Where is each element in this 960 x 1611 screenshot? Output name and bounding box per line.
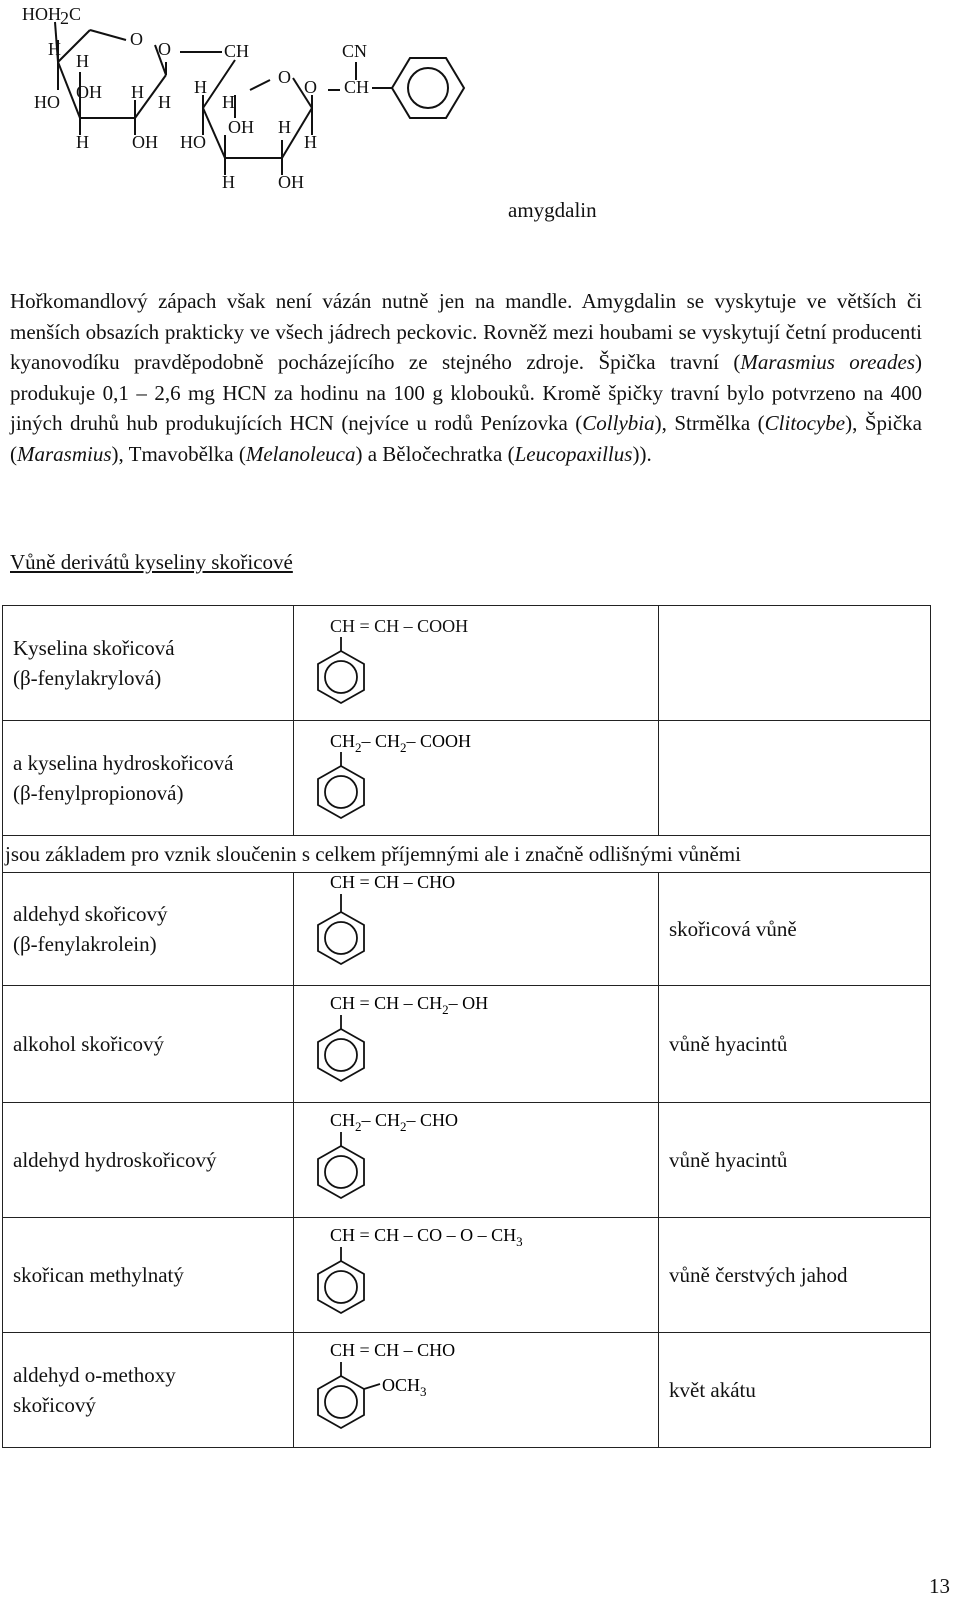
svg-text:CN: CN: [342, 41, 368, 61]
name-line: alkohol skořicový: [13, 1032, 165, 1056]
amygdalin-caption: amygdalin: [508, 198, 597, 222]
benzene-structure: [294, 722, 658, 835]
intro-text: ) a Běločechratka (: [355, 441, 515, 466]
svg-text:CH2– CH2– COOH: $CH_2-$ $CH_2-$ COOH: [330, 730, 472, 755]
structure-cell: [294, 1103, 659, 1218]
svg-text:2: 2: [60, 8, 69, 28]
species-name: Marasmius oreades: [740, 350, 915, 374]
table-row: [3, 836, 931, 873]
svg-text:OH: OH: [228, 117, 254, 137]
structure-cell: [294, 873, 659, 986]
genus-name: Marasmius: [17, 441, 112, 466]
svg-text:O: O: [278, 67, 291, 87]
intro-text: Hořkomandlový zápach však není vázán nutně jen na mandle. Amygdalin se vyskytuje ve větších či menších obsazích prakticky ve všech jádrech peckovic. Rovněž mezi houbami se vyskytují četní producenti kyanovodíku pravděpodobně pocházejícího ze stejného zdroje. Špička travní (: [10, 289, 922, 374]
name-line: skořicový: [13, 1393, 96, 1417]
compound-name: [3, 1103, 294, 1218]
svg-text:O: O: [158, 39, 171, 59]
compound-name: [3, 986, 294, 1103]
svg-text:CH: CH: [344, 77, 370, 97]
name-line: (β-fenylpropionová): [13, 781, 184, 805]
name-line: a kyselina hydroskořicová: [13, 751, 234, 775]
intro-text: ), Strmělka (: [654, 411, 765, 435]
table-row: [3, 1103, 931, 1218]
table-row: [3, 606, 931, 721]
genus-name: Leucopaxillus: [514, 441, 633, 466]
table-row: [3, 873, 931, 986]
genus-name: Clitocybe: [764, 411, 846, 435]
svg-text:CH: CH: [224, 41, 250, 61]
name-line: skořican methylnatý: [13, 1263, 184, 1287]
genus-name: Melanoleuca: [245, 441, 356, 466]
svg-text:H: H: [304, 132, 317, 152]
scent-cell: [659, 721, 931, 836]
svg-text:HO: HO: [34, 92, 60, 112]
compound-name: [3, 606, 294, 721]
name-line: aldehyd skořicový: [13, 902, 168, 926]
summary-row: jsou základem pro vznik sloučenin s celkem příjemnými ale i značně odlišnými vůněmi: [3, 836, 931, 873]
table-row: [3, 1218, 931, 1333]
name-line: aldehyd o-methoxy: [13, 1363, 176, 1387]
svg-text:OH: OH: [132, 132, 158, 152]
structure-cell: [294, 606, 659, 721]
name-line: Kyselina skořicová: [13, 636, 175, 660]
svg-text:HO: HO: [180, 132, 206, 152]
intro-text: ) produkuje 0,1 – 2,6 mg HCN za hodinu na 100 g klobouků. Kromě špičky travní bylo potvrzeno na 400 jiných druhů hub produkujících HCN (nejvíce u rodů Penízovka (: [10, 350, 922, 435]
table-row: [3, 1333, 931, 1448]
svg-text:CH = CH – CHO: CH = CH – CHO: [330, 1339, 456, 1360]
benzene-structure: [294, 987, 658, 1102]
svg-text:C: C: [69, 4, 82, 24]
scent-cell: vůně čerstvých jahod: [659, 1218, 931, 1333]
svg-text:H: H: [278, 117, 291, 137]
svg-text:O: O: [130, 29, 143, 49]
intro-text: )).: [632, 441, 652, 466]
table-row: [3, 986, 931, 1103]
structure-cell: [294, 1333, 659, 1448]
svg-text:HOH: HOH: [22, 4, 61, 24]
svg-text:H: H: [222, 92, 235, 112]
structure-cell: [294, 1218, 659, 1333]
cinnamic-derivatives-table: [2, 605, 931, 1448]
svg-text:CH = CH – CHO: CH = CH – CHO: [330, 873, 456, 892]
svg-text:H: H: [76, 132, 89, 152]
svg-text:CH = CH – CH2– OH: CH = CH – $CH_2-$ OH: [330, 992, 489, 1017]
compound-name: [3, 1333, 294, 1448]
scent-cell: vůně hyacintů: [659, 1103, 931, 1218]
svg-text:H: H: [131, 82, 144, 102]
intro-text: ), Špička (: [10, 411, 922, 466]
section-heading: Vůně derivátů kyseliny skořicové: [10, 550, 293, 574]
compound-name: [3, 721, 294, 836]
svg-text:OH: OH: [278, 172, 304, 192]
scent-cell: květ akátu: [659, 1333, 931, 1448]
svg-text:OH: OH: [76, 82, 102, 102]
structure-cell: [294, 986, 659, 1103]
compound-name: [3, 873, 294, 986]
scent-cell: vůně hyacintů: [659, 986, 931, 1103]
svg-text:O: O: [304, 77, 317, 97]
benzene-structure: [294, 607, 658, 720]
structure-cell: [294, 721, 659, 836]
svg-text:H: H: [158, 92, 171, 112]
amygdalin-structure: [10, 0, 610, 195]
svg-text:H: H: [48, 39, 61, 59]
genus-name: Collybia: [582, 411, 655, 435]
benzene-structure: [294, 874, 658, 985]
intro-paragraph: [10, 286, 922, 469]
benzene-structure: [294, 1219, 658, 1332]
svg-text:H: H: [76, 51, 89, 71]
page-number: 13: [929, 1574, 950, 1598]
name-line: (β-fenylakrolein): [13, 932, 157, 956]
svg-text:H: H: [194, 77, 207, 97]
compound-name: [3, 1218, 294, 1333]
name-line: aldehyd hydroskořicový: [13, 1148, 217, 1172]
svg-text:OCH3: $OCH_3$: [382, 1374, 427, 1399]
table-row: [3, 721, 931, 836]
benzene-structure: [294, 1104, 658, 1217]
svg-text:H: H: [222, 172, 235, 192]
svg-text:CH2– CH2– CHO: $CH_2-$ $CH_2-$ CHO: [330, 1109, 459, 1134]
name-line: (β-fenylakrylová): [13, 666, 162, 690]
svg-text:CH = CH – COOH: CH = CH – COOH: [330, 615, 469, 636]
intro-text: ), Tmavobělka (: [111, 441, 246, 466]
benzene-structure: [294, 1334, 658, 1447]
scent-cell: skořicová vůně: [659, 873, 931, 986]
svg-text:CH = CH – CO – O – CH3: CH = CH – CO – O – $CH_3$: [330, 1224, 523, 1249]
scent-cell: [659, 606, 931, 721]
